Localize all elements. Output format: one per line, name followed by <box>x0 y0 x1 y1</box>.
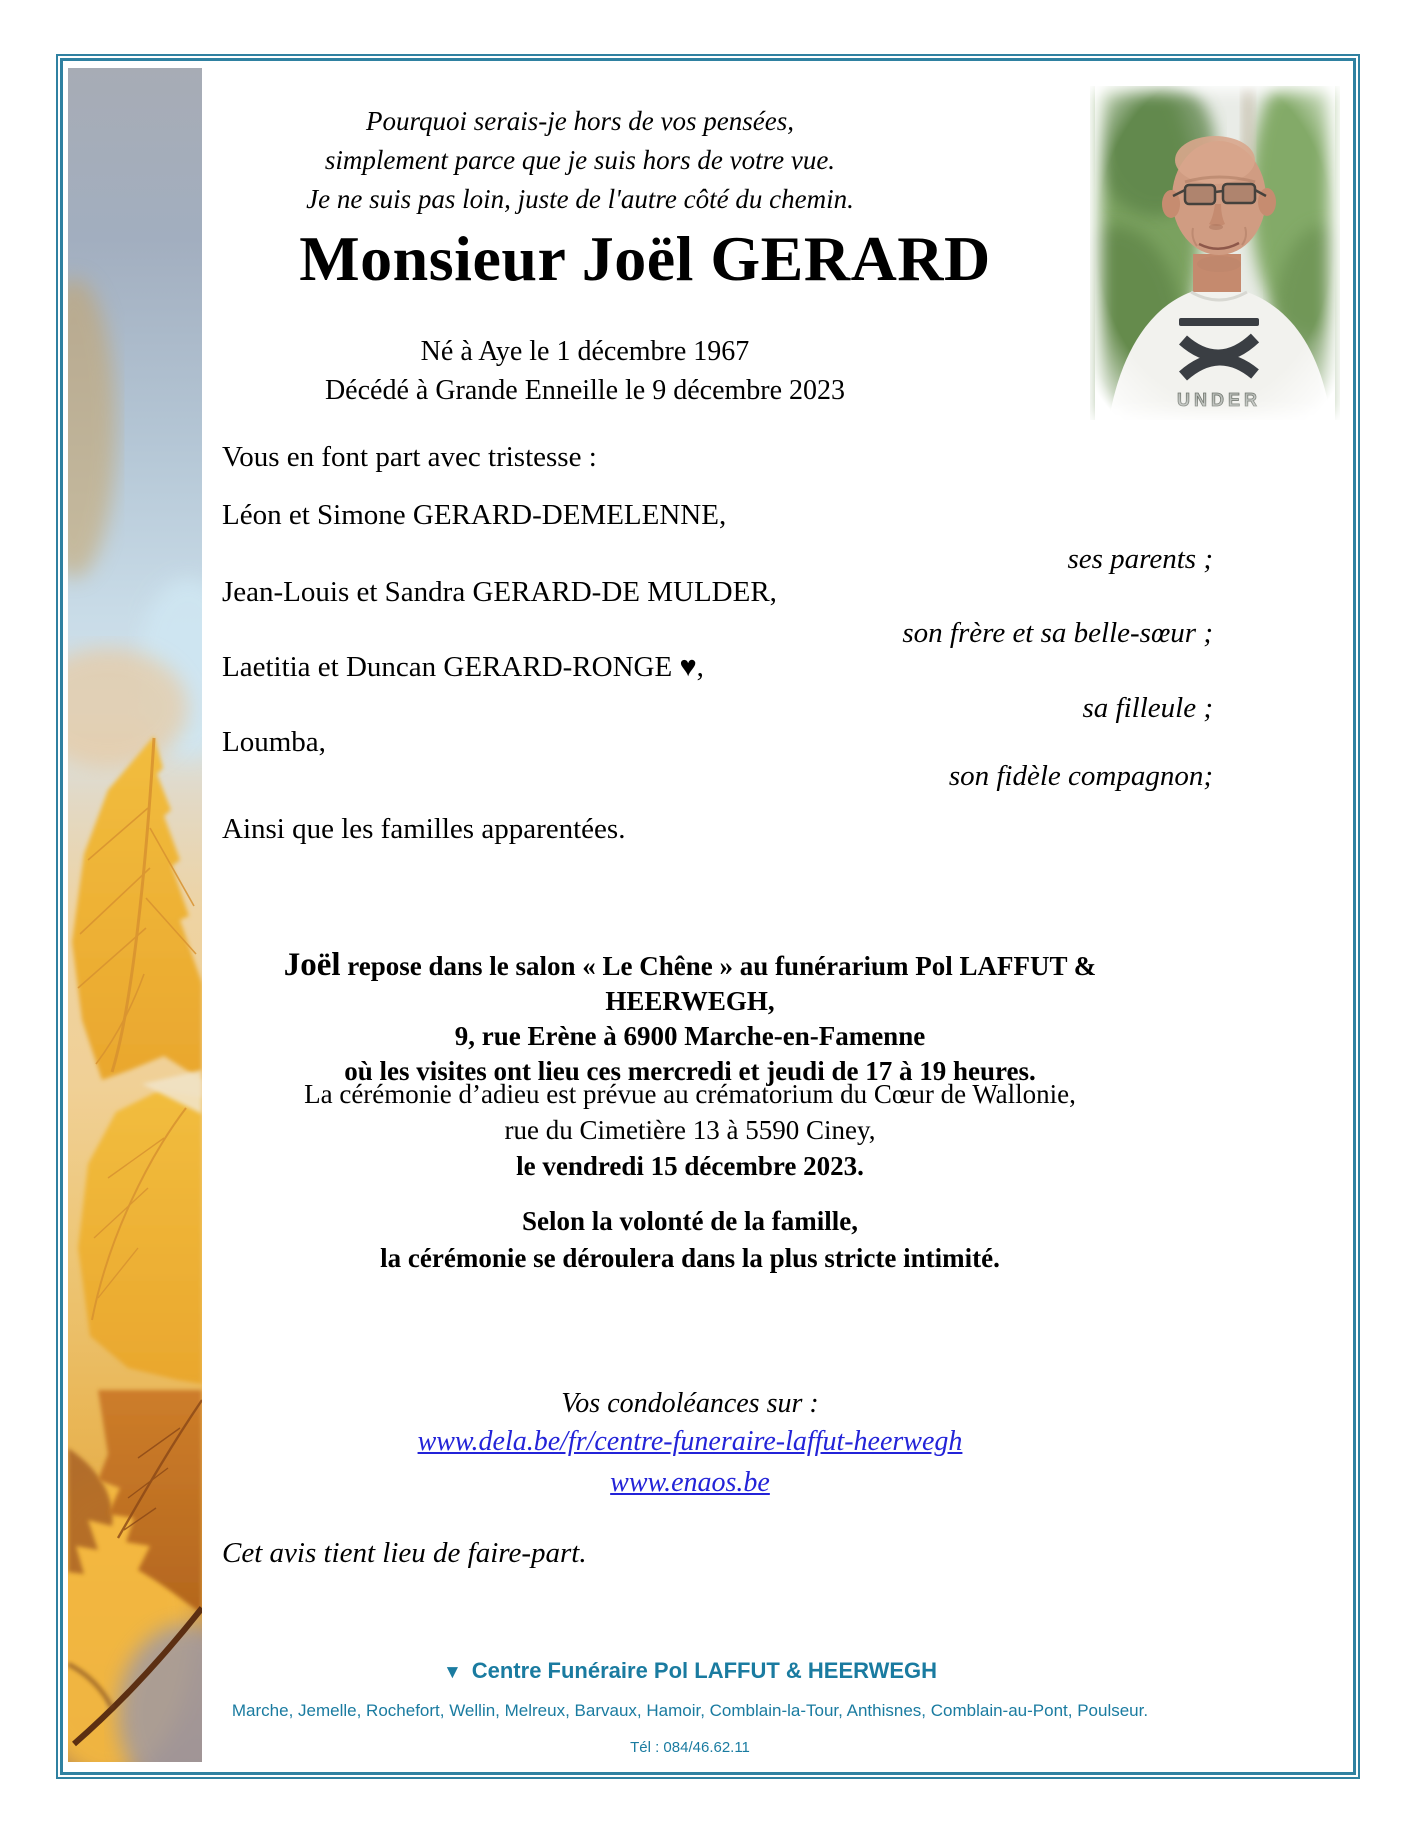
wish-line1: Selon la volonté de la famille, <box>522 1206 858 1236</box>
ceremony-line2: rue du Cimetière 13 à 5590 Ciney, <box>504 1115 876 1145</box>
condolences-link-row <box>200 1467 1180 1499</box>
quote-line: simplement parce que je suis hors de votre vue. <box>324 145 836 175</box>
ceremony-line1: La cérémonie d’adieu est prévue au crématorium du Cœur de Wallonie, <box>304 1079 1076 1109</box>
family-wish <box>200 1203 1180 1277</box>
wake-line3: où les visites ont lieu ces mercredi et jeudi de 17 à 19 heures. <box>344 1056 1036 1086</box>
wake-deceased-name: Joël <box>283 947 341 983</box>
autumn-leaves-photo <box>68 68 202 1762</box>
funeral-home-towns: Marche, Jemelle, Rochefort, Wellin, Melreux, Barvaux, Hamoir, Comblain-la-Tour, Anthisnes, Comblain-au-Pont, Poulseur. <box>231 1701 1149 1720</box>
brand-triangle-icon: ▼ <box>442 1662 462 1683</box>
funeral-home-brand <box>200 1658 1180 1684</box>
brand-name: Centre Funéraire Pol LAFFUT & HEERWEGH <box>471 1658 938 1683</box>
wake-info <box>200 948 1180 1089</box>
quote-line: Pourquoi serais-je hors de vos pensées, <box>366 106 794 136</box>
wake-line1-rest: repose dans le salon « Le Chêne » au funérarium Pol LAFFUT & HEERWEGH, <box>340 951 1097 1016</box>
announcement-intro: Vous en font part avec tristesse : <box>222 441 597 473</box>
birth-line: Né à Aye le 1 décembre 1967 <box>420 336 750 367</box>
birth-death-dates <box>185 332 985 410</box>
faire-part-notice: Cet avis tient lieu de faire-part. <box>222 1537 587 1569</box>
family-entry-names: Loumba, <box>222 726 326 758</box>
autumn-leaves-illustration <box>68 68 202 1762</box>
opening-quote <box>180 102 980 219</box>
wake-line1 <box>200 948 1180 1019</box>
condolences-link-row <box>200 1426 1180 1458</box>
family-entry-relation: ses parents ; <box>1067 543 1213 575</box>
ceremony-info <box>200 1076 1180 1184</box>
condolences-link-dela[interactable]: www.dela.be/fr/centre-funeraire-laffut-heerwegh <box>417 1426 963 1457</box>
wake-line2: 9, rue Erène à 6900 Marche-en-Famenne <box>454 1021 926 1051</box>
quote-line: Je ne suis pas loin, juste de l'autre côté du chemin. <box>306 184 854 214</box>
family-entry-names: Jean-Louis et Sandra GERARD-DE MULDER, <box>222 576 777 608</box>
condolences-label: Vos condoléances sur : <box>561 1388 819 1419</box>
condolences-link-enaos[interactable]: www.enaos.be <box>610 1467 770 1498</box>
family-entry-relation: sa filleule ; <box>1082 692 1213 724</box>
ceremony-date: le vendredi 15 décembre 2023. <box>516 1151 864 1181</box>
death-line: Décédé à Grande Enneille le 9 décembre 2023 <box>324 375 846 406</box>
family-entry-names: Laetitia et Duncan GERARD-RONGE ♥, <box>222 651 704 683</box>
portrait-photo <box>1090 86 1340 420</box>
family-entry-relation: son frère et sa belle-sœur ; <box>902 617 1213 649</box>
family-entry-names: Léon et Simone GERARD-DEMELENNE, <box>222 499 727 531</box>
portrait-illustration <box>1090 86 1340 420</box>
deceased-name: Monsieur Joël GERARD <box>299 223 991 294</box>
family-entry-relation: son fidèle compagnon; <box>948 760 1213 792</box>
wish-line2: la cérémonie se déroulera dans la plus stricte intimité. <box>380 1243 1000 1273</box>
funeral-home-phone: Tél : 084/46.62.11 <box>630 1739 750 1756</box>
announcement-closing: Ainsi que les familles apparentées. <box>222 813 626 845</box>
